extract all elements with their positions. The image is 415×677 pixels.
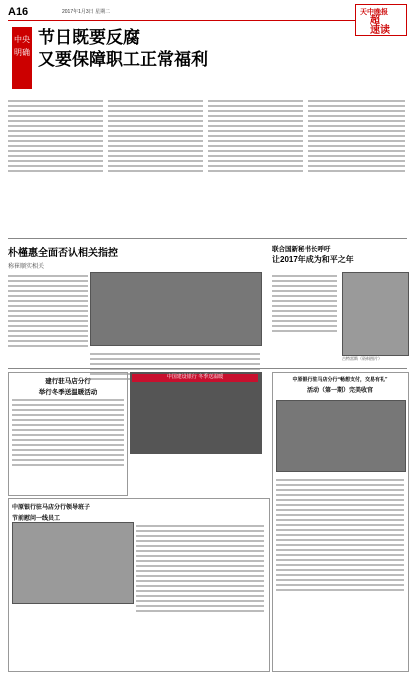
zhongyuan-photo — [12, 522, 134, 604]
page-header — [8, 6, 407, 36]
payment-body — [276, 476, 404, 594]
payment-title-line2: 活动（第一期）完美收官 — [306, 388, 373, 394]
body-column — [8, 97, 103, 175]
korea-title: 朴槿惠全面否认相关指控 — [8, 248, 118, 259]
red-banner: 中国建设银行 冬季送温暖 — [132, 374, 258, 382]
ccb-body — [12, 396, 124, 469]
korea-body — [8, 272, 88, 350]
brand-section: 超 速读 — [370, 15, 390, 36]
ccb-story — [12, 376, 124, 396]
page-number: A16 — [8, 6, 29, 18]
korea-subtitle: 称崔顺实相关 — [8, 264, 45, 270]
warmth-photo — [130, 372, 262, 454]
payment-story — [276, 376, 404, 394]
un-story — [272, 244, 407, 265]
top-story-body — [8, 97, 407, 235]
un-title-line1: 联合国新秘书长呼吁 — [272, 246, 331, 253]
korea-story — [8, 244, 268, 270]
ccb-title-line1: 建行驻马店分行 — [45, 378, 91, 385]
section-divider — [8, 238, 407, 239]
un-caption: 古特雷斯（资料图片） — [342, 356, 382, 361]
korea-photo — [90, 272, 262, 346]
body-column — [208, 97, 303, 175]
zy-title-line2: 节前慰问一线员工 — [12, 516, 61, 522]
top-story — [8, 27, 407, 97]
section-divider — [8, 368, 407, 369]
ccb-title-line2: 举行冬季送温暖活动 — [38, 389, 98, 396]
zy-title-line1: 中原银行驻马店分行领导班子 — [12, 505, 91, 511]
payment-photo — [276, 400, 406, 472]
payment-title-line1: 中原银行驻马店分行“畅想支付，交易有礼” — [292, 377, 388, 383]
zhongyuan-story — [12, 502, 130, 522]
un-photo — [342, 272, 409, 356]
header-date: 2017年1月3日 星期二 — [62, 9, 111, 15]
un-title-line2: 让2017年成为和平之年 — [272, 255, 354, 264]
brand-name: 天中晚报 — [360, 9, 388, 16]
side-tag: 中央 明确 — [12, 27, 32, 89]
body-column — [308, 97, 405, 175]
body-column — [108, 97, 203, 175]
main-headline: 节日既要反腐 又要保障职工正常福利 — [38, 28, 208, 69]
zy-body — [136, 522, 264, 615]
un-body — [272, 272, 337, 335]
